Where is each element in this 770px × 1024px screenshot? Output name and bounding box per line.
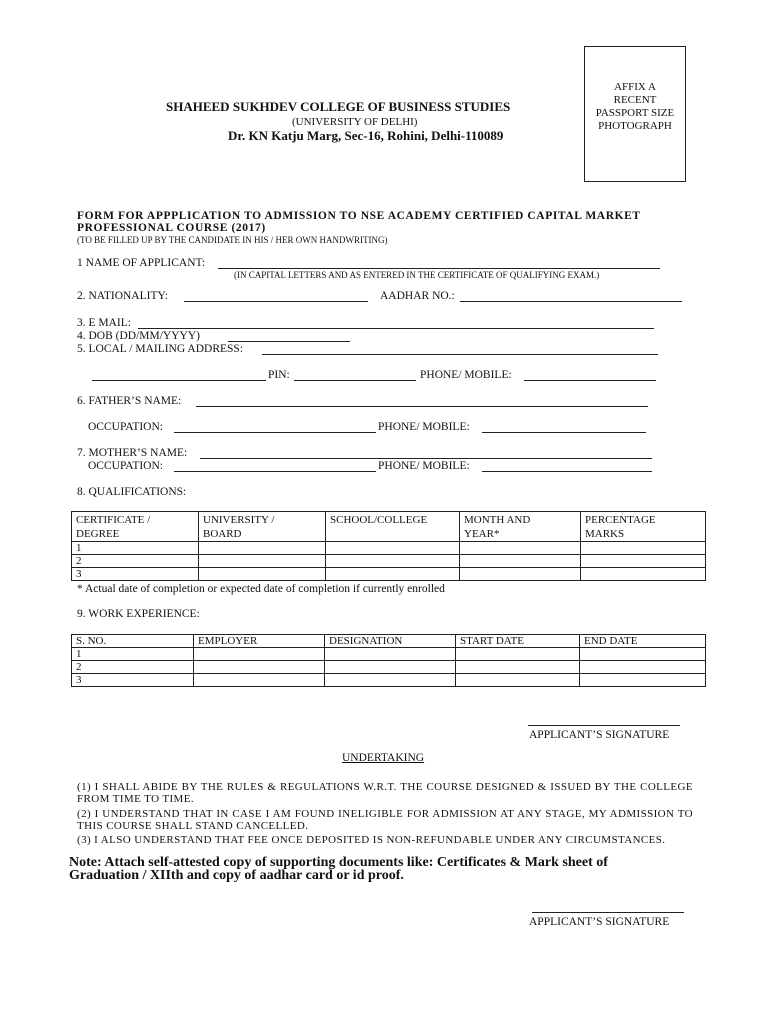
work-experience-table [71,634,706,687]
table-header-row [72,635,706,648]
header-sno: S. NO. [72,635,194,648]
mother-name-label: 7. MOTHER’S NAME: [77,447,188,459]
table-row [72,568,706,581]
row-number: 1 [72,648,194,661]
row-number: 1 [72,542,199,555]
header-end-date: END DATE [580,635,706,648]
table-cell[interactable] [199,568,326,581]
mother-name-input-line[interactable] [200,458,652,459]
dob-input-line[interactable] [228,341,350,342]
table-cell[interactable] [199,555,326,568]
table-cell[interactable] [456,661,580,674]
table-cell[interactable] [580,648,706,661]
university-name: (UNIVERSITY OF DELHI) [292,116,418,128]
table-cell[interactable] [581,542,706,555]
nationality-label: 2. NATIONALITY: [77,290,168,302]
table-cell[interactable] [325,674,456,687]
table-cell[interactable] [199,542,326,555]
header-university: UNIVERSITY / BOARD [199,512,326,542]
table-cell[interactable] [326,555,460,568]
table-cell[interactable] [194,661,325,674]
mother-occupation-input-line[interactable] [174,471,376,472]
photo-box [584,46,686,182]
table-cell[interactable] [325,661,456,674]
name-note: (IN CAPITAL LETTERS AND AS ENTERED IN THE CERTIFICATE OF QUALIFYING EXAM.) [234,270,600,280]
table-cell[interactable] [580,661,706,674]
table-row [72,542,706,555]
row-number: 2 [72,555,199,568]
header-start-date: START DATE [456,635,580,648]
qualifications-label: 8. QUALIFICATIONS: [77,486,187,498]
undertaking-item-1: (1) I SHALL ABIDE BY THE RULES & REGULATIONS W.R.T. THE COURSE DESIGNED & ISSUED BY THE COLLEGE FROM TIME TO TIME. [77,781,693,805]
father-occupation-input-line[interactable] [174,432,376,433]
qualifications-table [71,511,706,581]
address-label: 5. LOCAL / MAILING ADDRESS: [77,343,244,355]
father-phone-input-line[interactable] [482,432,646,433]
row-number: 3 [72,568,199,581]
table-cell[interactable] [580,674,706,687]
undertaking-item-3: (3) I ALSO UNDERSTAND THAT FEE ONCE DEPOSITED IS NON-REFUNDABLE UNDER ANY CIRCUMSTANCES. [77,834,666,846]
mother-phone-input-line[interactable] [482,471,652,472]
pin-input-line[interactable] [294,380,416,381]
table-cell[interactable] [194,648,325,661]
father-name-input-line[interactable] [196,406,648,407]
signature-label: APPLICANT’S SIGNATURE [529,729,670,741]
email-input-line[interactable] [138,328,654,329]
photo-text-line: PHOTOGRAPH [598,120,672,132]
mother-occupation-label: OCCUPATION: [88,460,163,472]
undertaking-title: UNDERTAKING [342,752,425,764]
row-number: 3 [72,674,194,687]
header-school: SCHOOL/COLLEGE [326,512,460,542]
table-cell[interactable] [460,555,581,568]
form-title-line1: FORM FOR APPPLICATION TO ADMISSION TO NSE ACADEMY CERTIFIED CAPITAL MARKET [77,210,641,222]
photo-text-line: RECENT [613,94,657,106]
header-designation: DESIGNATION [325,635,456,648]
table-cell[interactable] [325,648,456,661]
aadhar-input-line[interactable] [460,301,682,302]
header-month-year: MONTH AND YEAR* [460,512,581,542]
table-row [72,648,706,661]
photo-text-line: PASSPORT SIZE [595,107,675,119]
table-cell[interactable] [581,555,706,568]
table-cell[interactable] [581,568,706,581]
undertaking-item-2: (2) I UNDERSTAND THAT IN CASE I AM FOUND INELIGIBLE FOR ADMISSION AT ANY STAGE, MY ADMISSION TO THIS COURSE SHALL STAND CANCELLED. [77,808,693,832]
name-label: 1 NAME OF APPLICANT: [77,257,206,269]
signature-label: APPLICANT’S SIGNATURE [529,916,670,928]
form-title-line2: PROFESSIONAL COURSE (2017) [77,222,266,234]
institution-address: Dr. KN Katju Marg, Sec-16, Rohini, Delhi-110089 [228,128,504,143]
row-number: 2 [72,661,194,674]
table-cell[interactable] [194,674,325,687]
table-row [72,661,706,674]
phone-input-line[interactable] [524,380,656,381]
address-input-line-2[interactable] [92,380,266,381]
photo-text-line: AFFIX A [614,81,656,93]
signature-line[interactable] [528,725,680,726]
documents-note: Note: Attach self-attested copy of supporting documents like: Certificates & Mark sheet of Graduation / XIIth and copy of aadhar card or id proof. [69,855,608,883]
work-experience-label: 9. WORK EXPERIENCE: [77,608,200,620]
institution-name: SHAHEED SUKHDEV COLLEGE OF BUSINESS STUDIES [166,99,511,114]
header-certificate: CERTIFICATE / DEGREE [72,512,199,542]
signature-line[interactable] [532,912,684,913]
table-cell[interactable] [326,542,460,555]
table-cell[interactable] [460,568,581,581]
father-phone-label: PHONE/ MOBILE: [378,421,470,433]
pin-label: PIN: [268,369,290,381]
qualifications-footnote: * Actual date of completion or expected date of completion if currently enrolled [77,583,445,595]
table-cell[interactable] [460,542,581,555]
father-occupation-label: OCCUPATION: [88,421,163,433]
table-row [72,674,706,687]
mother-phone-label: PHONE/ MOBILE: [378,460,470,472]
phone-label: PHONE/ MOBILE: [420,369,512,381]
table-cell[interactable] [456,648,580,661]
table-cell[interactable] [456,674,580,687]
address-input-line[interactable] [262,354,658,355]
header-employer: EMPLOYER [194,635,325,648]
dob-label: 4. DOB (DD/MM/YYYY) [77,330,200,342]
form-instruction: (TO BE FILLED UP BY THE CANDIDATE IN HIS / HER OWN HANDWRITING) [77,235,388,245]
father-name-label: 6. FATHER’S NAME: [77,395,182,407]
table-row [72,555,706,568]
name-input-line[interactable] [218,268,660,269]
header-percentage: PERCENTAGE MARKS [581,512,706,542]
aadhar-label: AADHAR NO.: [380,290,455,302]
table-cell[interactable] [326,568,460,581]
nationality-input-line[interactable] [184,301,368,302]
email-label: 3. E MAIL: [77,317,131,329]
table-header-row [72,512,706,542]
